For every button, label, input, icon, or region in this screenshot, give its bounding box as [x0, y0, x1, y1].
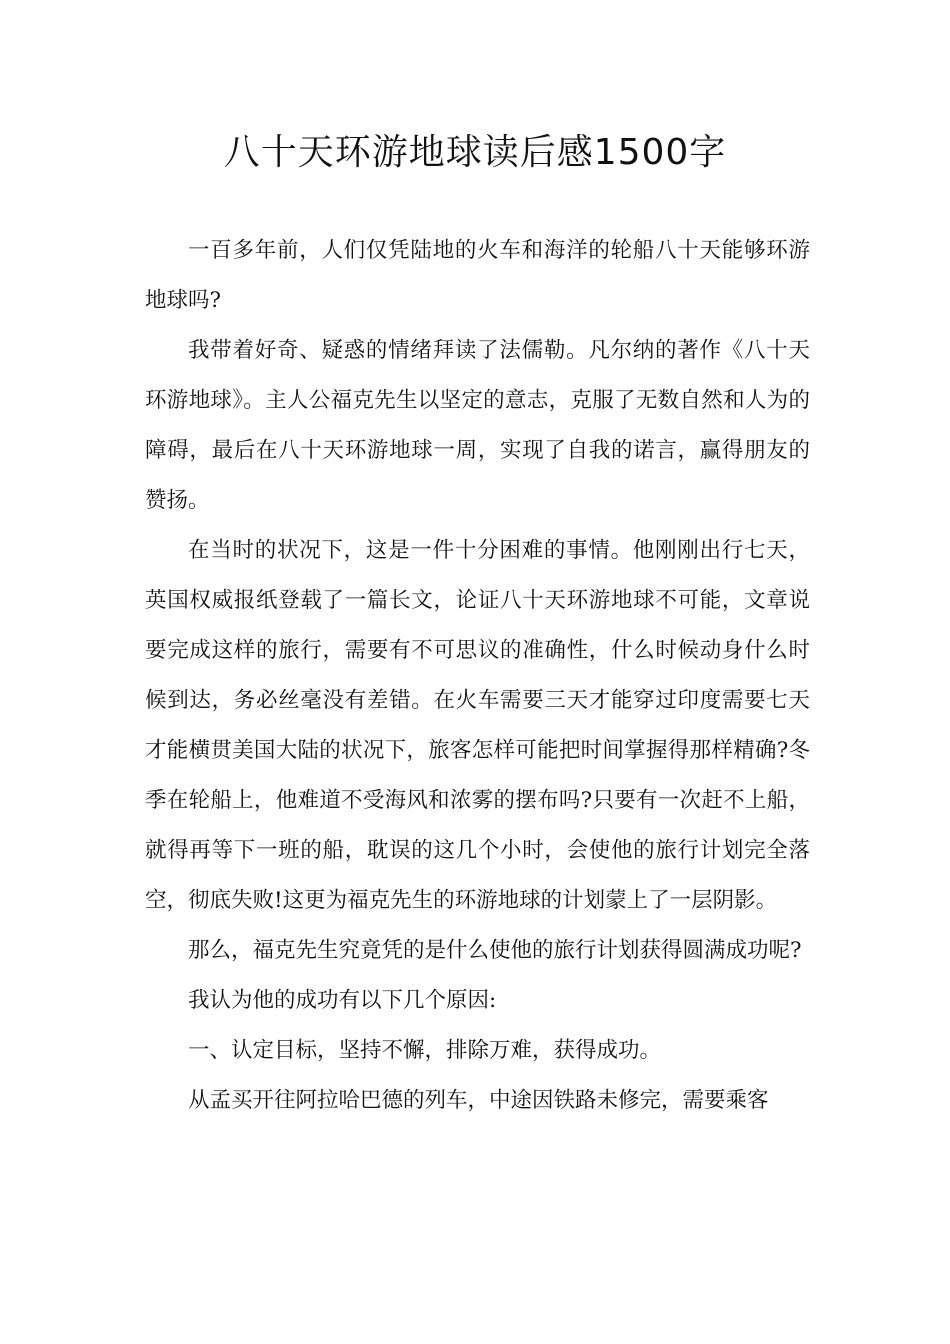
- paragraph: 我认为他的成功有以下几个原因:: [188, 988, 497, 1013]
- paragraph: 从孟买开往阿拉哈巴德的列车，中途因铁路未修完，需要乘客: [188, 1088, 769, 1113]
- paragraph: 一、认定目标，坚持不懈，排除万难，获得成功。: [188, 1038, 662, 1063]
- paragraph: 一百多年前，人们仅凭陆地的火车和海洋的轮船八十天能够环游地球吗?: [145, 238, 810, 313]
- paragraph: 我带着好奇、疑惑的情绪拜读了法儒勒。凡尔纳的著作《八十天环游地球》。主人公福克先生以坚定的意志，克服了无数自然和人为的障碍，最后在八十天环游地球一周，实现了自我的诺言，赢得朋友的赞扬。: [145, 338, 810, 513]
- paragraph: 在当时的状况下，这是一件十分困难的事情。他刚刚出行七天，英国权威报纸登载了一篇长文，论证八十天环游地球不可能，文章说要完成这样的旅行，需要有不可思议的准确性，什么时候动身什么时候到达，务必丝毫没有差错。在火车需要三天才能穿过印度需要七天才能横贯美国大陆的状况下，旅客怎样可能把时间掌握得那样精确?冬季在轮船上，他难道不受海风和浓雾的摆布吗?只要有一次赶不上船，就得再等下一班的船，耽误的这几个小时，会使他的旅行计划完全落空，彻底失败!这更为福克先生的环游地球的计划蒙上了一层阴影。: [145, 538, 810, 913]
- paragraph: 那么，福克先生究竟凭的是什么使他的旅行计划获得圆满成功呢?: [188, 938, 802, 963]
- document-title: 八十天环游地球读后感1500字: [223, 132, 727, 173]
- document-body: [145, 226, 810, 1126]
